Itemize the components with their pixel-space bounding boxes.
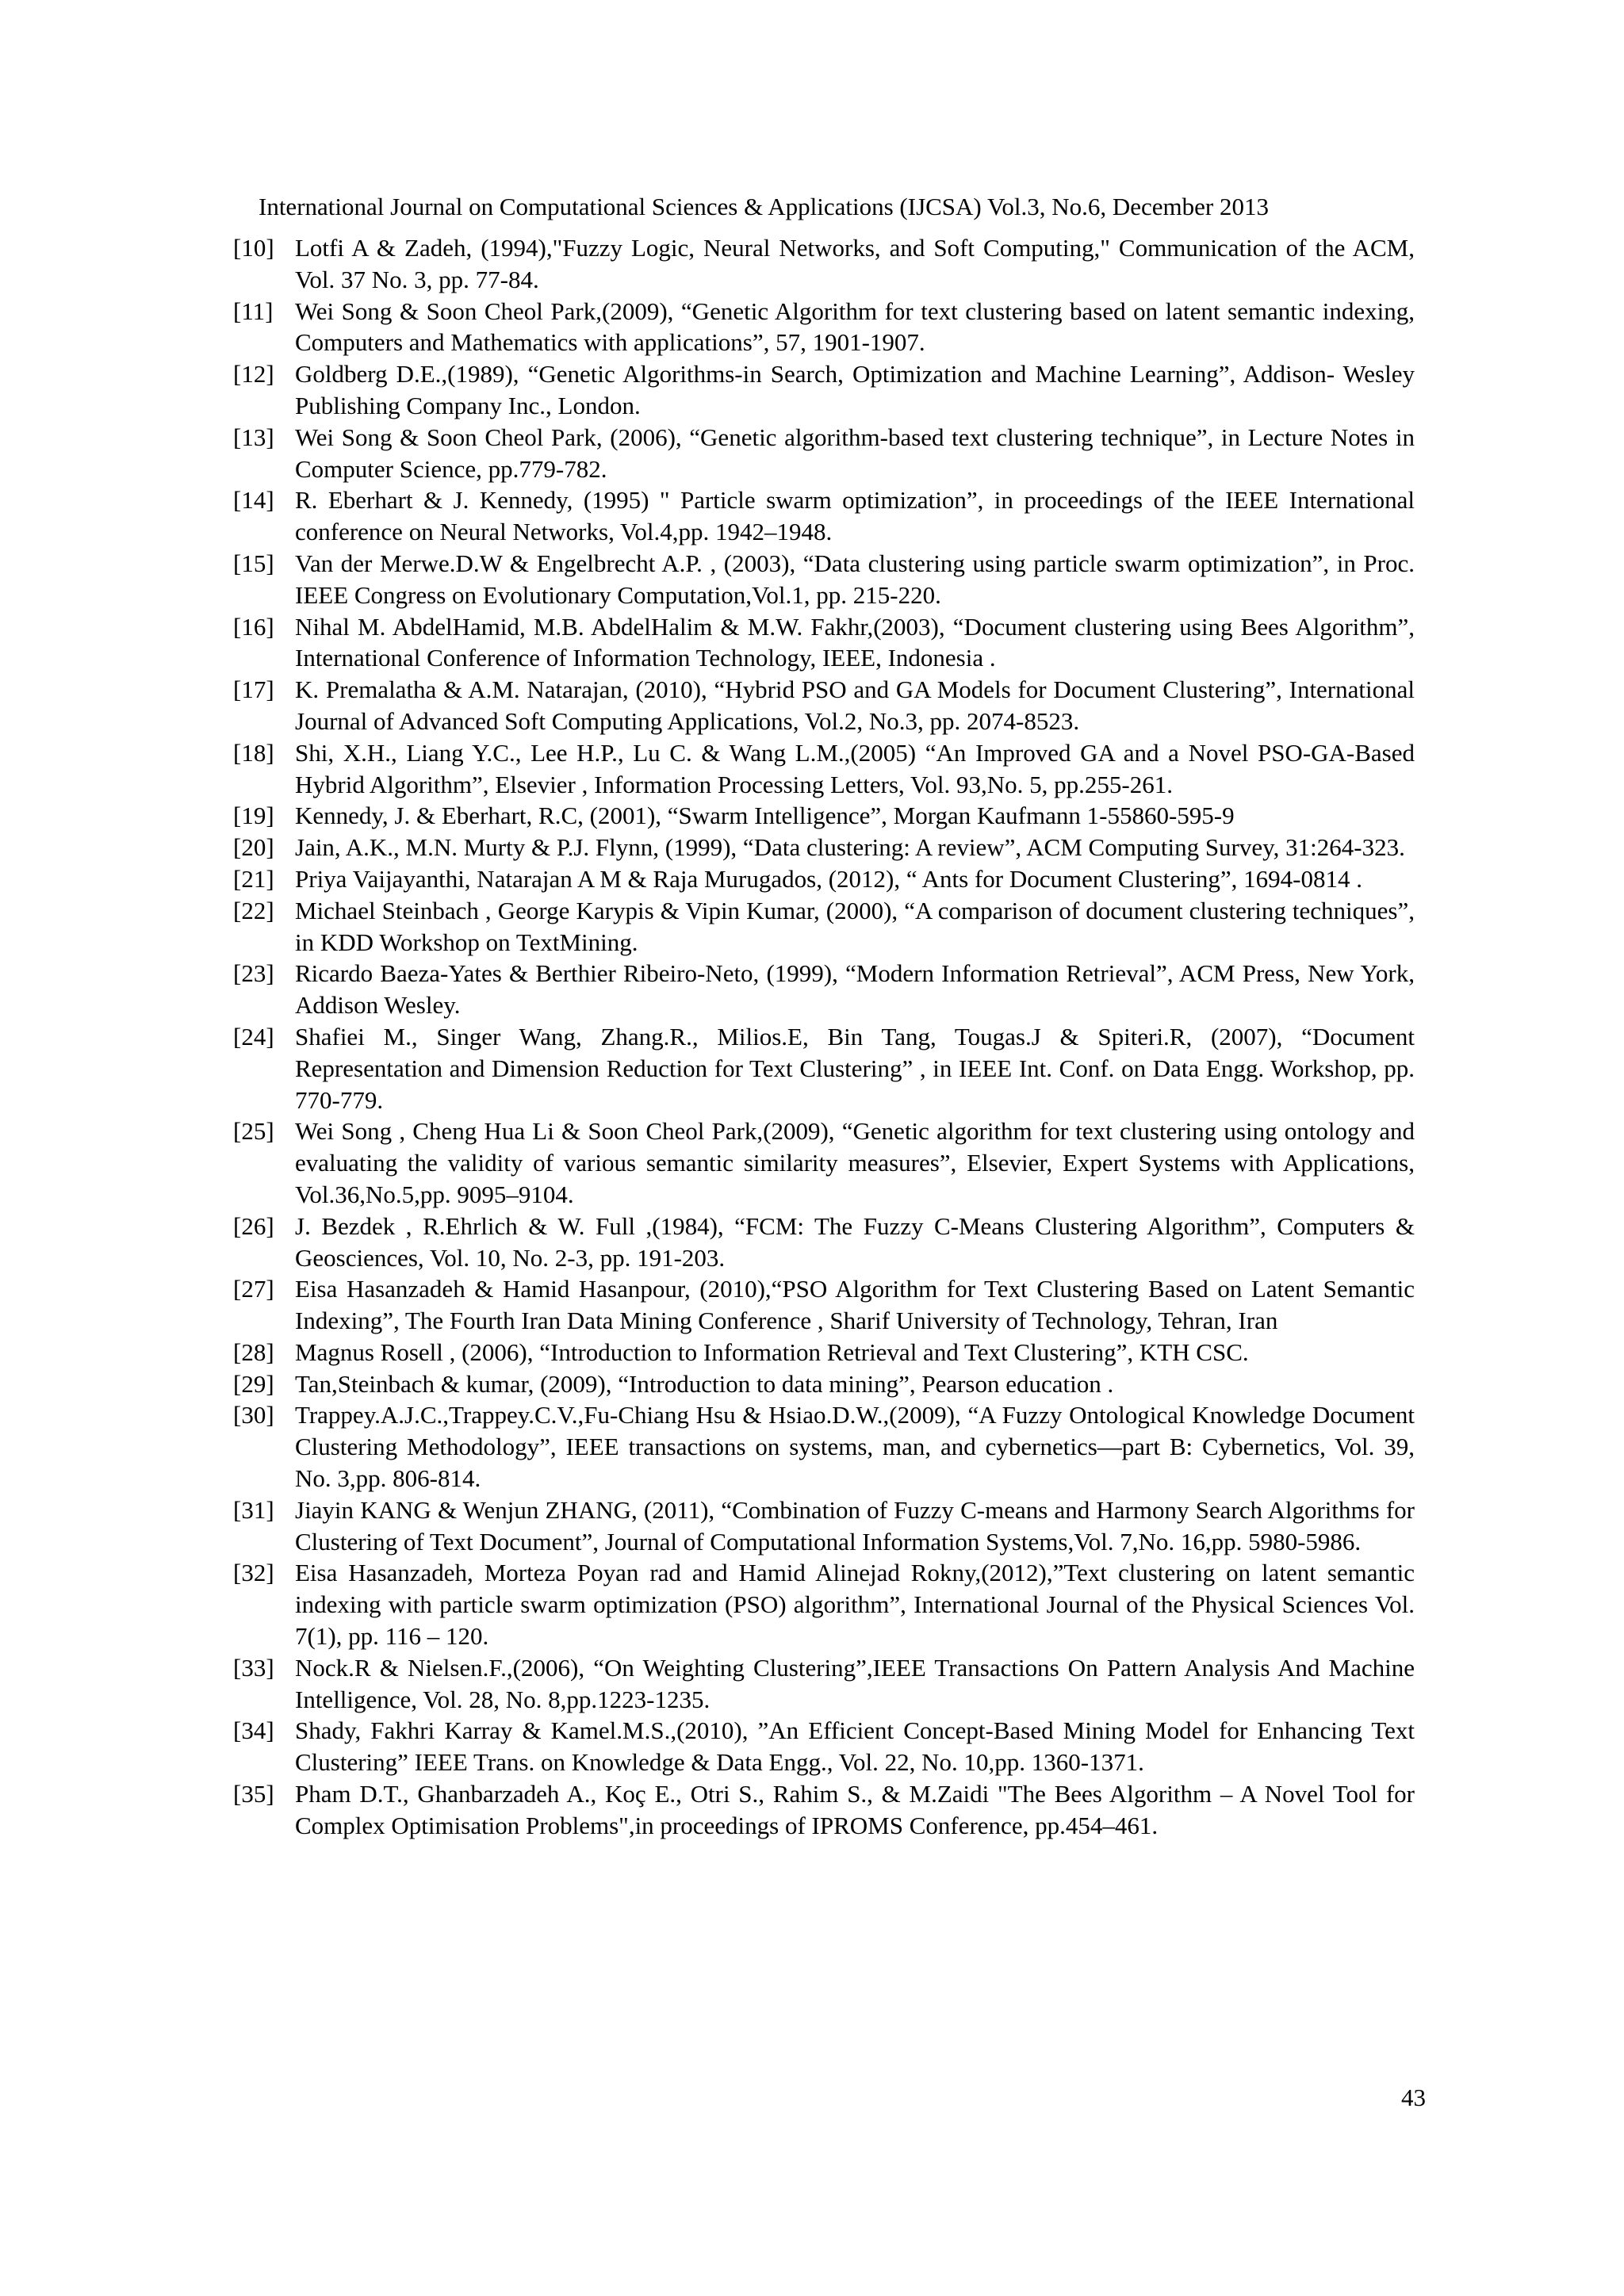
reference-item <box>233 232 1415 296</box>
reference-item <box>233 863 1415 895</box>
reference-number: [13] <box>233 423 274 451</box>
reference-item <box>233 1211 1415 1274</box>
reference-item <box>233 611 1415 675</box>
reference-number: [12] <box>233 360 274 388</box>
reference-text: Eisa Hasanzadeh, Morteza Poyan rad and Hamid Alinejad Rokny,(2012),”Text clustering on latent semantic indexing with particle swarm optimization (PSO) algorithm”, International Journal of the Physical Sciences Vol. 7(1), pp. 116 – 120. <box>295 1559 1415 1651</box>
reference-text: Lotfi A & Zadeh, (1994),"Fuzzy Logic, Neural Networks, and Soft Computing," Communication of the ACM, Vol. 37 No. 3, pp. 77-84. <box>295 234 1415 293</box>
reference-text: Nock.R & Nielsen.F.,(2006), “On Weighting Clustering”,IEEE Transactions On Pattern Analysis And Machine Intelligence, Vol. 28, No. 8,pp.1223-1235. <box>295 1653 1415 1713</box>
reference-text: Nihal M. AbdelHamid, M.B. AbdelHalim & M.W. Fakhr,(2003), “Document clustering using Bees Algorithm”, International Conference of Information Technology, IEEE, Indonesia . <box>295 612 1415 672</box>
reference-item <box>233 674 1415 737</box>
reference-item <box>233 1494 1415 1558</box>
reference-text: K. Premalatha & A.M. Natarajan, (2010), “Hybrid PSO and GA Models for Document Clustering”, International Journal of Advanced Soft Computing Applications, Vol.2, No.3, pp. 2074-8523. <box>295 675 1415 735</box>
reference-number: [27] <box>233 1275 274 1303</box>
reference-number: [26] <box>233 1211 274 1240</box>
reference-item <box>233 1778 1415 1842</box>
reference-number: [32] <box>233 1559 274 1587</box>
reference-item <box>233 1715 1415 1778</box>
reference-item <box>233 1399 1415 1494</box>
reference-text: Magnus Rosell , (2006), “Introduction to Information Retrieval and Text Clustering”, KTH CSC. <box>295 1337 1249 1366</box>
page-number: 43 <box>1401 2084 1426 2111</box>
reference-text: Eisa Hasanzadeh & Hamid Hasanpour, (2010),“PSO Algorithm for Text Clustering Based on Latent Semantic Indexing”, The Fourth Iran Data Mining Conference , Sharif University of Technology, Tehran, Iran <box>295 1275 1415 1335</box>
reference-text: Goldberg D.E.,(1989), “Genetic Algorithms-in Search, Optimization and Machine Learning”, Addison- Wesley Publishing Company Inc., London. <box>295 360 1415 419</box>
reference-item <box>233 1368 1415 1400</box>
reference-number: [19] <box>233 802 274 830</box>
reference-text: Priya Vaijayanthi, Natarajan A M & Raja Murugados, (2012), “ Ants for Document Clustering”, 1694-0814 . <box>295 864 1362 893</box>
reference-item <box>233 1273 1415 1337</box>
reference-text: Pham D.T., Ghanbarzadeh A., Koç E., Otri S., Rahim S., & M.Zaidi "The Bees Algorithm – A Novel Tool for Complex Optimisation Problems",in proceedings of IPROMS Conference, pp.454–461. <box>295 1780 1415 1839</box>
reference-text: Shi, X.H., Liang Y.C., Lee H.P., Lu C. & Wang L.M.,(2005) “An Improved GA and a Novel PSO-GA-Based Hybrid Algorithm”, Elsevier , Information Processing Letters, Vol. 93,No. 5, pp.255-261. <box>295 738 1415 798</box>
reference-number: [20] <box>233 833 274 862</box>
reference-text: Wei Song & Soon Cheol Park, (2006), “Genetic algorithm-based text clustering technique”, in Lecture Notes in Computer Science, pp.779-782. <box>295 423 1415 483</box>
reference-item <box>233 737 1415 801</box>
reference-item <box>233 1115 1415 1210</box>
reference-number: [35] <box>233 1780 274 1808</box>
running-header: International Journal on Computational Sciences & Applications (IJCSA) Vol.3, No.6, December 2013 <box>259 193 1269 220</box>
reference-number: [24] <box>233 1022 274 1050</box>
reference-number: [29] <box>233 1369 274 1398</box>
reference-item <box>233 296 1415 359</box>
reference-item <box>233 832 1415 863</box>
reference-item <box>233 800 1415 832</box>
reference-item <box>233 958 1415 1021</box>
reference-text: Jain, A.K., M.N. Murty & P.J. Flynn, (1999), “Data clustering: A review”, ACM Computing Survey, 31:264-323. <box>295 833 1405 862</box>
reference-text: Wei Song , Cheng Hua Li & Soon Cheol Park,(2009), “Genetic algorithm for text clustering using ontology and evaluating the validity of various semantic similarity measures”, Elsevier, Expert Systems with Applications, Vol.36,No.5,pp. 9095–9104. <box>295 1117 1415 1208</box>
reference-item <box>233 358 1415 422</box>
reference-item <box>233 1557 1415 1651</box>
reference-number: [14] <box>233 486 274 515</box>
reference-number: [11] <box>233 297 274 325</box>
reference-text: Michael Steinbach , George Karypis & Vipin Kumar, (2000), “A comparison of document clustering techniques”, in KDD Workshop on TextMining. <box>295 896 1415 956</box>
reference-number: [31] <box>233 1495 274 1524</box>
reference-item <box>233 1337 1415 1368</box>
reference-text: Wei Song & Soon Cheol Park,(2009), “Genetic Algorithm for text clustering based on latent semantic indexing, Computers and Mathematics with applications”, 57, 1901-1907. <box>295 297 1415 357</box>
reference-number: [17] <box>233 675 274 704</box>
reference-number: [22] <box>233 896 274 924</box>
reference-item <box>233 484 1415 548</box>
reference-text: Tan,Steinbach & kumar, (2009), “Introduction to data mining”, Pearson education . <box>295 1369 1114 1398</box>
reference-text: Van der Merwe.D.W & Engelbrecht A.P. , (2003), “Data clustering using particle swarm optimization”, in Proc. IEEE Congress on Evolutionary Computation,Vol.1, pp. 215-220. <box>295 549 1415 609</box>
reference-text: Ricardo Baeza-Yates & Berthier Ribeiro-Neto, (1999), “Modern Information Retrieval”, ACM Press, New York, Addison Wesley. <box>295 959 1415 1020</box>
reference-text: Shafiei M., Singer Wang, Zhang.R., Milios.E, Bin Tang, Tougas.J & Spiteri.R, (2007), “Document Representation and Dimension Reduction for Text Clustering” , in IEEE Int. Conf. on Data Engg. Workshop, pp. 770-779. <box>295 1022 1415 1114</box>
reference-item <box>233 1652 1415 1716</box>
reference-text: Shady, Fakhri Karray & Kamel.M.S.,(2010), ”An Efficient Concept-Based Mining Model for Enhancing Text Clustering” IEEE Trans. on Knowledge & Data Engg., Vol. 22, No. 10,pp. 1360-1371. <box>295 1716 1415 1777</box>
reference-number: [30] <box>233 1401 274 1429</box>
reference-number: [21] <box>233 864 274 893</box>
reference-text: J. Bezdek , R.Ehrlich & W. Full ,(1984), “FCM: The Fuzzy C-Means Clustering Algorithm”, Computers & Geosciences, Vol. 10, No. 2-3, pp. 191-203. <box>295 1211 1415 1272</box>
reference-number: [10] <box>233 234 274 262</box>
reference-item <box>233 895 1415 959</box>
reference-number: [33] <box>233 1653 274 1682</box>
reference-item <box>233 548 1415 611</box>
reference-number: [25] <box>233 1117 274 1146</box>
reference-number: [23] <box>233 959 274 988</box>
reference-text: Jiayin KANG & Wenjun ZHANG, (2011), “Combination of Fuzzy C-means and Harmony Search Algorithms for Clustering of Text Document”, Journal of Computational Information Systems,Vol. 7,No. 16,pp. 5980-5986. <box>295 1495 1415 1556</box>
reference-text: Kennedy, J. & Eberhart, R.C, (2001), “Swarm Intelligence”, Morgan Kaufmann 1-55860-595-9 <box>295 802 1235 830</box>
reference-list <box>233 232 1415 1842</box>
reference-number: [34] <box>233 1716 274 1745</box>
reference-number: [16] <box>233 612 274 641</box>
reference-item <box>233 422 1415 485</box>
reference-text: Trappey.A.J.C.,Trappey.C.V.,Fu-Chiang Hsu & Hsiao.D.W.,(2009), “A Fuzzy Ontological Knowledge Document Clustering Methodology”, IEEE transactions on systems, man, and cybernetics—part B: Cybernetics, Vol. 39, No. 3,pp. 806-814. <box>295 1401 1415 1493</box>
reference-text: R. Eberhart & J. Kennedy, (1995) " Particle swarm optimization”, in proceedings of the IEEE International conference on Neural Networks, Vol.4,pp. 1942–1948. <box>295 486 1415 546</box>
reference-item <box>233 1021 1415 1115</box>
reference-number: [18] <box>233 738 274 767</box>
reference-number: [28] <box>233 1337 274 1366</box>
reference-number: [15] <box>233 549 274 577</box>
